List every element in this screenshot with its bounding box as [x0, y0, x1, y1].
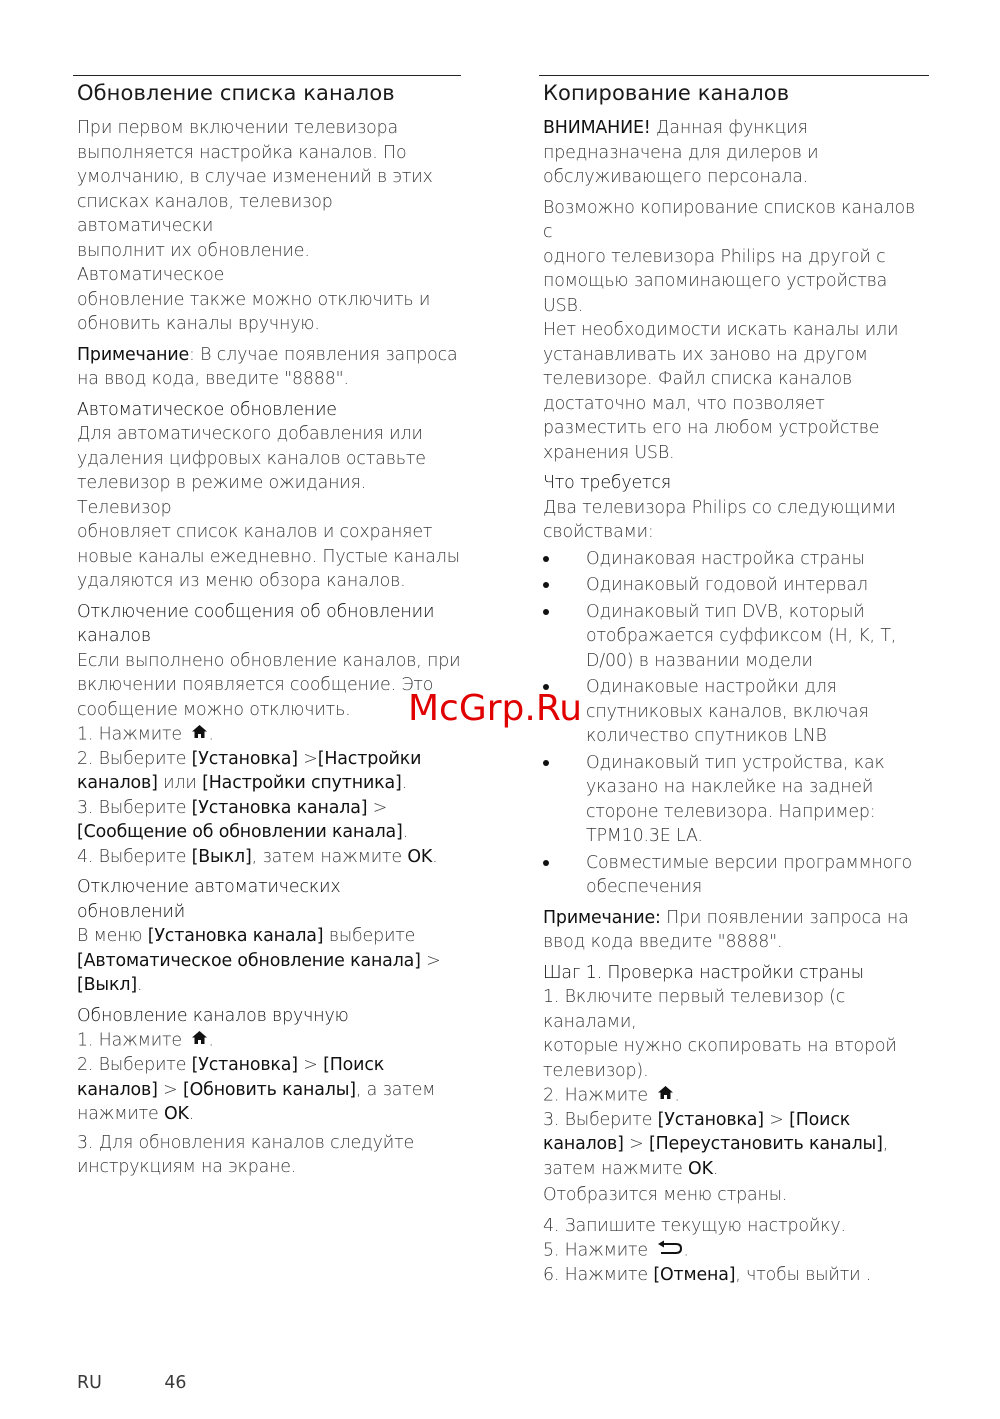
right-note: Примечание: При появлении запроса на ввод кода введите "8888".: [543, 907, 909, 952]
auto-update-body: Для автоматического добавления или удаления цифровых каналов оставьте телевизор в режиме ожидания. Телевизор обновляет список каналов и сохраняет новые каналы ежедневно. Пустые каналы удаляются из меню обзора каналов.: [77, 424, 460, 591]
disable-message-body: Если выполнено обновление каналов, при включении появляется сообщение. Это сообщение можно отключить. 1. Нажмите . 2. Выберите [Установка] >[Настройки каналов] или [Настройки спутника]. 3. Выберите [Установка канала] > [Сообщение об обновлении канала]. 4. Выберите [Выкл], затем нажмите OK.: [77, 650, 461, 867]
bullet-icon: [543, 760, 549, 766]
requirements-heading: Что требуется: [543, 473, 671, 493]
requirements-body: Два телевизора Philips со следующими свойствами:: [543, 497, 896, 542]
page-number: 46: [164, 1373, 187, 1393]
requirements-list: [543, 547, 929, 900]
list-item: Одинаковый годовой интервал: [543, 573, 929, 598]
list-item: Одинаковая настройка страны: [543, 547, 929, 572]
watermark: McGrp.Ru: [408, 688, 583, 729]
list-item: Одинаковый тип устройства, как указано на наклейке на задней стороне телевизора. Например: TPM10.3E LA.: [543, 751, 929, 849]
right-top-rule: [539, 75, 929, 76]
back-icon: [657, 1238, 683, 1263]
left-column: [73, 75, 461, 1186]
copy-description: Возможно копирование списков каналов с одного телевизора Philips на другой с помощью запоминающего устройства USB. Нет необходимости искать каналы или устанавливать их заново на другом телевизоре. Файл списка каналов достаточно мал, что позволяет разместить его на любом устройстве хранения USB.: [543, 197, 916, 463]
step3-result: Отобразится меню страны.: [543, 1185, 788, 1206]
footer-language: RU: [77, 1373, 102, 1393]
manual-update-steps: 1. Нажмите . 2. Выберите [Установка] > [Поиск каналов] > [Обновить каналы], а затем нажмите OK.: [77, 1028, 461, 1126]
disable-auto-body: В меню [Установка канала] выберите [Автоматическое обновление канала] > [Выкл].: [77, 926, 441, 996]
list-item: Одинаковый тип DVB, который отображается суффиксом (H, K, T, D/00) в названии модели: [543, 600, 929, 674]
right-warning: ВНИМАНИЕ! Данная функция предназначена для дилеров и обслуживающего персонала.: [543, 118, 819, 187]
disable-message-heading: Отключение сообщения об обновлении каналов: [77, 601, 435, 646]
manual-update-step3: 3. Для обновления каналов следуйте инструкциям на экране.: [77, 1132, 415, 1177]
manual-update-heading: Обновление каналов вручную: [77, 1005, 349, 1026]
auto-update-heading: Автоматическое обновление: [77, 399, 337, 420]
bullet-icon: [543, 556, 549, 562]
left-top-rule: [73, 75, 461, 76]
page-footer: [77, 1373, 186, 1393]
disable-auto-heading: Отключение автоматических обновлений: [77, 877, 341, 922]
left-note: Примечание: В случае появления запроса на ввод кода, введите "8888".: [77, 344, 458, 389]
left-title: Обновление списка каналов: [77, 81, 395, 105]
home-icon: [657, 1083, 674, 1108]
list-item: Одинаковые настройки для спутниковых каналов, включая количество спутников LNB: [543, 675, 929, 749]
right-title: Копирование каналов: [543, 81, 790, 105]
right-column: [539, 75, 929, 1294]
bullet-icon: [543, 609, 549, 615]
home-icon: [191, 1028, 208, 1053]
step1-instructions: 1. Включите первый телевизор (с каналами, которые нужно скопировать на второй телевизор). 2. Нажмите . 3. Выберите [Установка] > [Поиск каналов] > [Переустановить каналы], затем нажмите OK.: [543, 987, 897, 1179]
step1-heading: Шаг 1. Проверка настройки страны: [543, 962, 864, 983]
bullet-icon: [543, 860, 549, 866]
home-icon: [191, 722, 208, 747]
left-intro: При первом включении телевизора выполняется настройка каналов. По умолчанию, в случае изменений в этих списках каналов, телевизор автоматически выполнит их обновление. Автоматическое обновление также можно отключить и обновить каналы вручную.: [77, 118, 433, 334]
bullet-icon: [543, 582, 549, 588]
step1-remaining: 4. Запишите текущую настройку. 5. Нажмите . 6. Нажмите [Отмена], чтобы выйти .: [543, 1215, 872, 1285]
list-item: Совместимые версии программного обеспечения: [543, 851, 929, 900]
